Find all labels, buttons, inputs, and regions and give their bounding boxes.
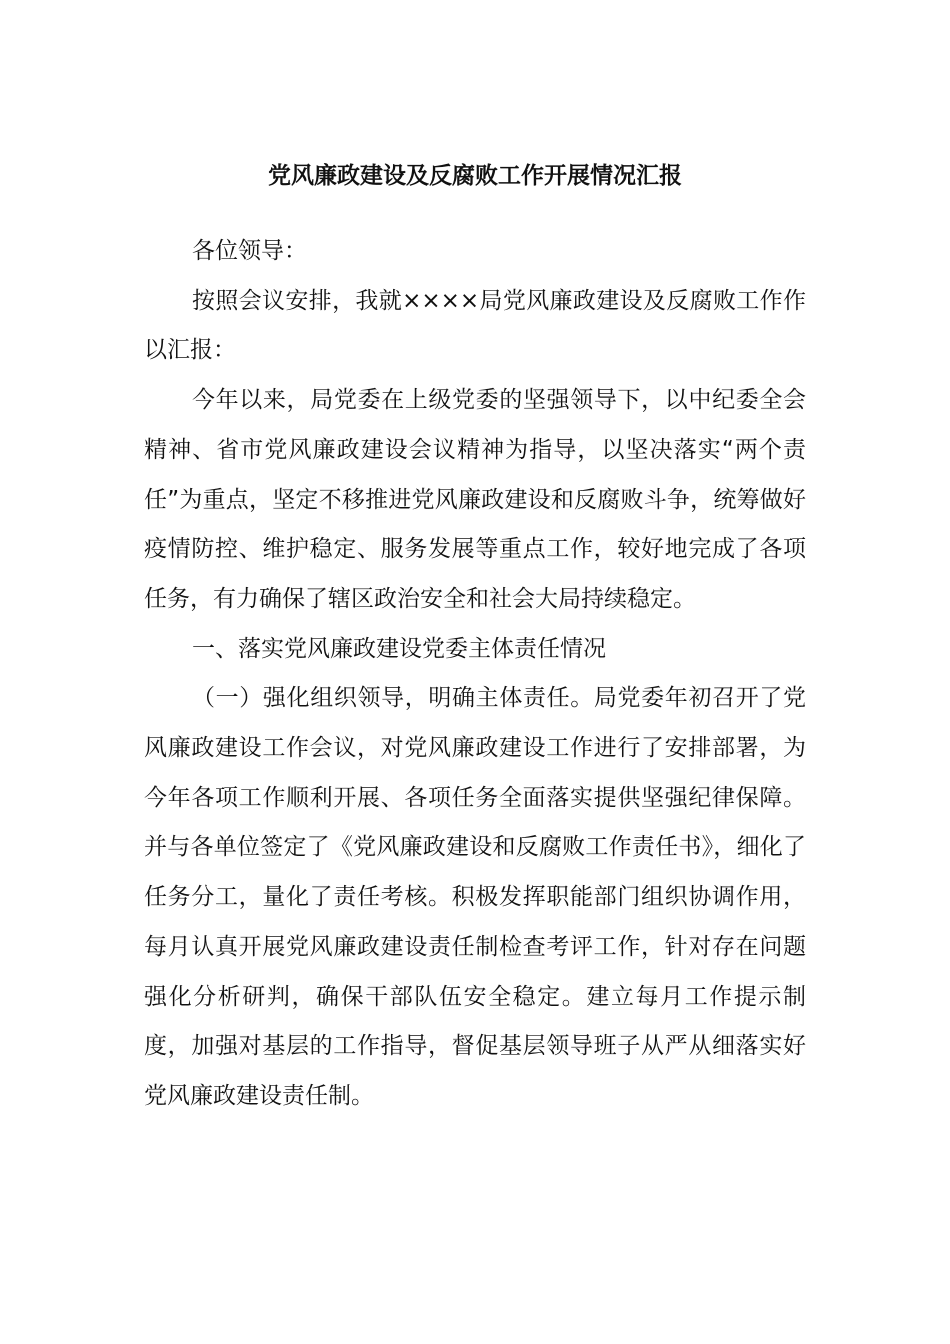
overview-paragraph: 今年以来，局党委在上级党委的坚强领导下，以中纪委全会精神、省市党风廉政建设会议精神为指导，以坚决落实“两个责任”为重点，坚定不移推进党风廉政建设和反腐败斗争，统筹做好疫情防控、维护稳定、服务发展等重点工作，较好地完成了各项任务，有力确保了辖区政治安全和社会大局持续稳定。	[144, 387, 806, 612]
salutation-paragraph: 各位领导：	[192, 238, 307, 264]
subsection-paragraph: （一）强化组织领导，明确主体责任。局党委年初召开了党风廉政建设工作会议，对党风廉政建设工作进行了安排部署，为今年各项工作顺利开展、各项任务全面落实提供坚强纪律保障。并与各单位签定了《党风廉政建设和反腐败工作责任书》，细化了任务分工，量化了责任考核。积极发挥职能部门组织协调作用，每月认真开展党风廉政建设责任制检查考评工作，针对存在问题强化分析研判，确保干部队伍安全稳定。建立每月工作提示制度，加强对基层的工作指导，督促基层领导班子从严从细落实好党风廉政建设责任制。	[144, 685, 806, 1109]
document-title: 党风廉政建设及反腐败工作开展情况汇报	[268, 163, 682, 189]
document-body	[144, 227, 806, 1122]
section-heading: 一、落实党风廉政建设党委主体责任情况	[192, 635, 606, 662]
intro-paragraph: 按照会议安排，我就××××局党风廉政建设及反腐败工作作以汇报：	[144, 287, 806, 364]
